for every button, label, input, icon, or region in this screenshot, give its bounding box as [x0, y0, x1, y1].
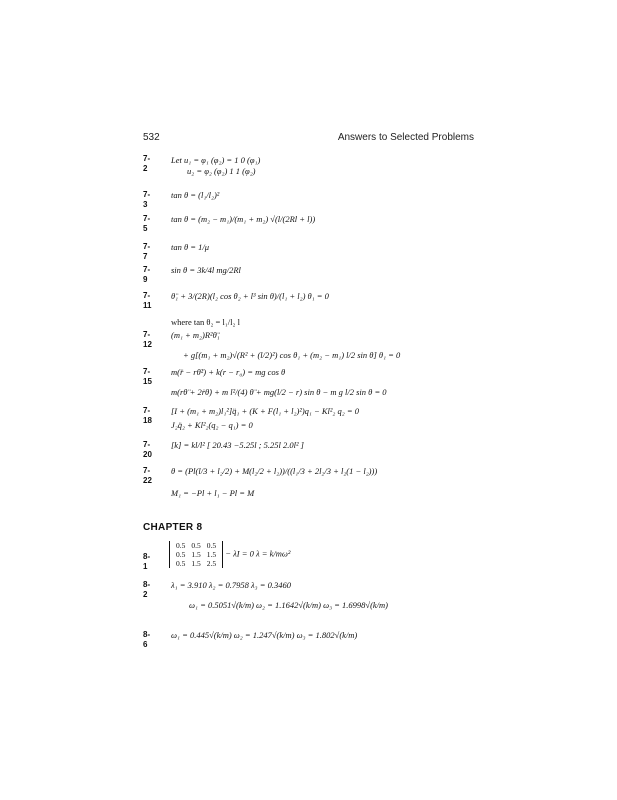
- answer-line: m(r̈ − rθ̇²) + k(r − r₀) = mg cos θ: [171, 367, 286, 377]
- answer-line: m(rθ̈ + 2ṙθ̇) + m l²/(4) θ̈ + mg(l/2 − r) sin θ − m g l/2 sin θ = 0: [171, 387, 387, 397]
- answer-number: 7-9: [143, 265, 151, 284]
- answer-number: 7-7: [143, 242, 151, 261]
- matrix-cell: 0.5: [176, 559, 186, 568]
- chapter-heading: CHAPTER 8: [143, 522, 203, 533]
- answer-number: 7-3: [143, 190, 151, 209]
- matrix-cell: 0.5: [176, 550, 186, 559]
- matrix-cell: 2.5: [206, 559, 217, 568]
- answer-line: u₂ = φ₂ (φ₂) 1 1 (φ₂): [187, 166, 256, 176]
- matrix-8-1: [169, 541, 223, 568]
- answer-line: θ̈₁ + 3/(2R)(l₂ cos θ₂ + l³ sin θ)/(l₁ + l₂) θ₁ = 0: [171, 291, 329, 301]
- answer-line: [I + (m₁ + m₂)l₁²]q̈₁ + (K + F(l₁ + l₂)²)q₁ − Kl²₂ q₂ = 0: [171, 406, 359, 416]
- matrix-cell: 0.5: [206, 541, 217, 550]
- answer-line: sin θ = 3k/4l mg/2Rl: [171, 265, 241, 275]
- matrix-cell: 1.5: [191, 550, 201, 559]
- answer-number: 8-6: [143, 630, 151, 649]
- answer-line: λ₁ = 3.910 λ₂ = 0.7958 λ₃ = 0.3460: [171, 580, 291, 590]
- running-head: Answers to Selected Problems: [337, 132, 474, 143]
- answer-line: tan θ = (l₁/l₂)²: [171, 190, 220, 200]
- answer-line: ω₁ = 0.5051√(k/m) ω₂ = 1.1642√(k/m) ω₃ = 1.6998√(k/m): [189, 600, 388, 610]
- answer-line: ω₁ = 0.445√(k/m) ω₂ = 1.247√(k/m) ω₃ = 1.802√(k/m): [171, 630, 358, 640]
- answer-number: 7-12: [143, 330, 152, 349]
- page-number: 532: [143, 132, 160, 143]
- answer-line: [k] = kl/l² [ 20.43 −5.25l ; 5.25l 2.0l² ]: [171, 440, 304, 450]
- answer-line: J₂q̈₂ + Kl²₂(q₂ − q₁) = 0: [171, 420, 253, 430]
- answer-number: 7-11: [143, 291, 152, 310]
- answer-number: 7-2: [143, 154, 151, 173]
- matrix-cell: 0.5: [191, 541, 201, 550]
- answer-line: tan θ = (m₂ − m₁)/(m₁ + m₂) √(l/(2Rl + l)): [171, 214, 316, 224]
- answer-line: + g[(m₁ + m₂)√(R² + (l/2)²) cos θ₁ + (m₂ − m₁) l/2 sin θ] θ₁ = 0: [183, 350, 401, 360]
- answer-line: M₁ = −Pl + l₁ − Pl = M: [171, 488, 255, 498]
- answer-number: 7-22: [143, 466, 152, 485]
- answer-line: (m₁ + m₂)R²θ̈₁: [171, 330, 220, 340]
- answer-number: 7-18: [143, 406, 152, 425]
- answer-number: 7-20: [143, 440, 152, 459]
- answer-number: 7-15: [143, 367, 152, 386]
- answer-line: tan θ = 1/μ: [171, 242, 210, 252]
- answer-line: Let u₁ = φ₁ (φ₂) = 1 0 (φ₁): [171, 155, 261, 165]
- answer-line: θ = (Pl(l/3 + l₂/2) + M(l₂/2 + l₂))/((l₁/3 + 2l₂/3 + l₂(1 − l₂))): [171, 466, 378, 476]
- answer-line: where tan θ₂ = l₁/l₂ l: [171, 317, 240, 327]
- matrix-cell: 1.5: [191, 559, 201, 568]
- matrix-cell: 1.5: [206, 550, 217, 559]
- matrix-cell: 0.5: [176, 541, 186, 550]
- answer-number: 8-2: [143, 580, 151, 599]
- matrix-rhs: − λI = 0 λ = k/mω²: [225, 548, 291, 559]
- answer-number: 8-1: [143, 552, 151, 571]
- answer-number: 7-5: [143, 214, 151, 233]
